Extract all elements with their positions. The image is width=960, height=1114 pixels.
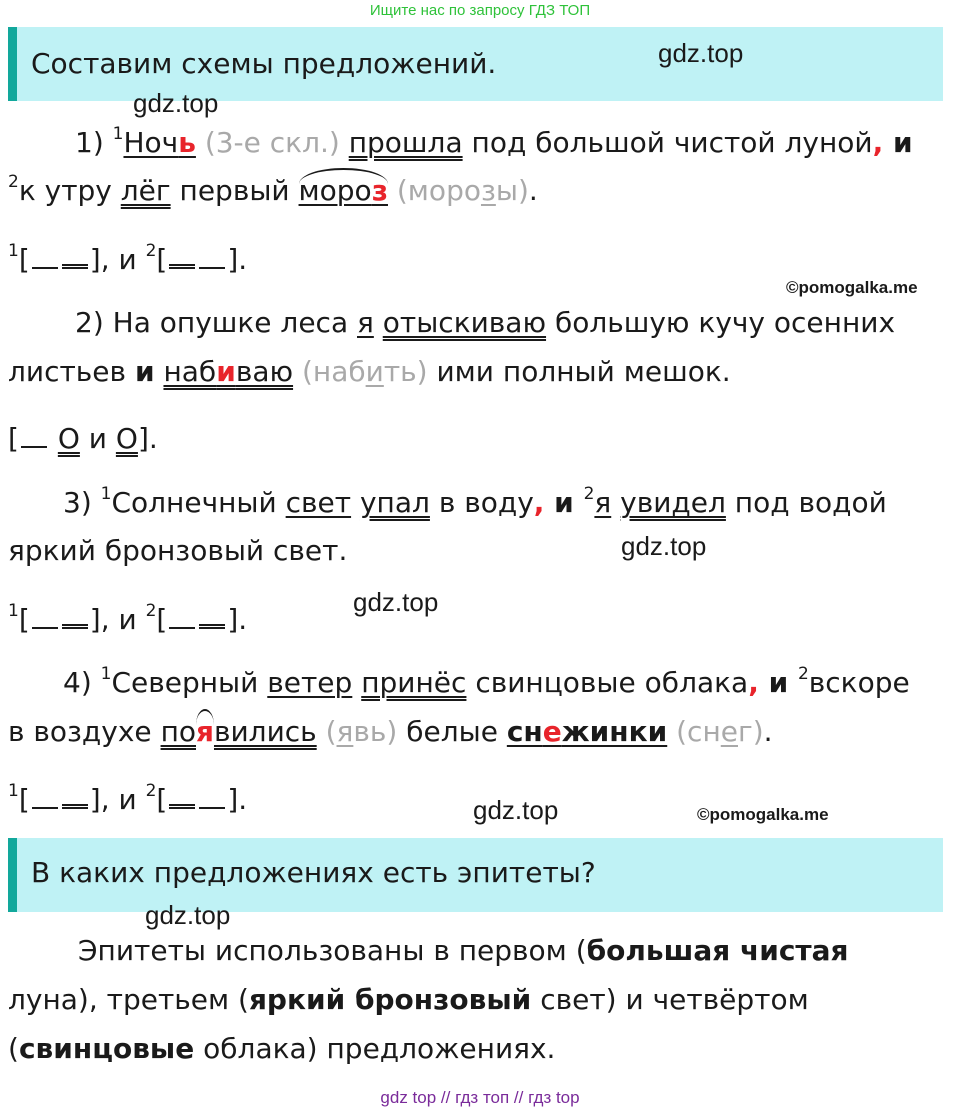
answer-line-3: (свинцовые облака) предложениях. — [8, 1032, 556, 1065]
sentence-4-line-2: в воздухе появились (явь) белые снежинки (снег). — [8, 715, 773, 748]
sentence-3-line-2: яркий бронзовый свет. — [8, 534, 348, 567]
watermark-gdz: gdz.top — [658, 38, 744, 68]
predicate: прошла — [348, 126, 463, 159]
heading-schemes: Составим схемы предложений. — [31, 47, 497, 80]
watermark-gdz: gdz.top — [473, 795, 559, 825]
watermark-gdz: gdz.top — [145, 900, 231, 930]
sentence-1-line-2: $^2$к утру лёг первый мороз (морозы). — [8, 172, 538, 207]
schema-4: $^1$[ ], и $^2$[ ]. — [8, 781, 248, 816]
schema-1: $^1$[ ], и $^2$[ ]. — [8, 241, 248, 276]
top-banner: Ищите нас по запросу ГДЗ ТОП — [369, 2, 591, 19]
watermark-gdz: gdz.top — [353, 587, 439, 617]
schema-3: $^1$[ ], и $^2$[ ]. — [8, 601, 248, 636]
watermark-pomogalka: ©pomogalka.me — [786, 278, 918, 297]
footer-links: gdz top // гдз топ // гдз top — [380, 1088, 580, 1107]
schema-2: [ О и О]. — [8, 422, 158, 455]
answer-line-2: луна), третьем (яркий бронзовый свет) и четвёртом — [8, 983, 809, 1016]
watermark-gdz: gdz.top — [621, 531, 707, 561]
sentence-4-line-1: 4) $^1$Северный ветер принёс свинцовые облака, и $^2$вскоре — [63, 664, 910, 699]
sentence-2-line-1: 2) На опушке леса я отыскиваю большую кучу осенних — [75, 306, 896, 339]
watermark-gdz: gdz.top — [133, 88, 219, 118]
sentence-3-line-1: 3) $^1$Солнечный свет упал в воду, и $^2$я увидел под водой — [63, 484, 887, 519]
heading-epithets: В каких предложениях есть эпитеты? — [31, 856, 596, 889]
answer-line-1: Эпитеты использованы в первом (большая чистая — [78, 934, 849, 967]
watermark-pomogalka: ©pomogalka.me — [697, 805, 829, 824]
sentence-2-line-2: листьев и набиваю (набить) ими полный мешок. — [8, 355, 731, 388]
sentence-1-line-1: 1) $^1$Ночь (3-е скл.) прошла под большой чистой луной, и — [75, 124, 913, 159]
